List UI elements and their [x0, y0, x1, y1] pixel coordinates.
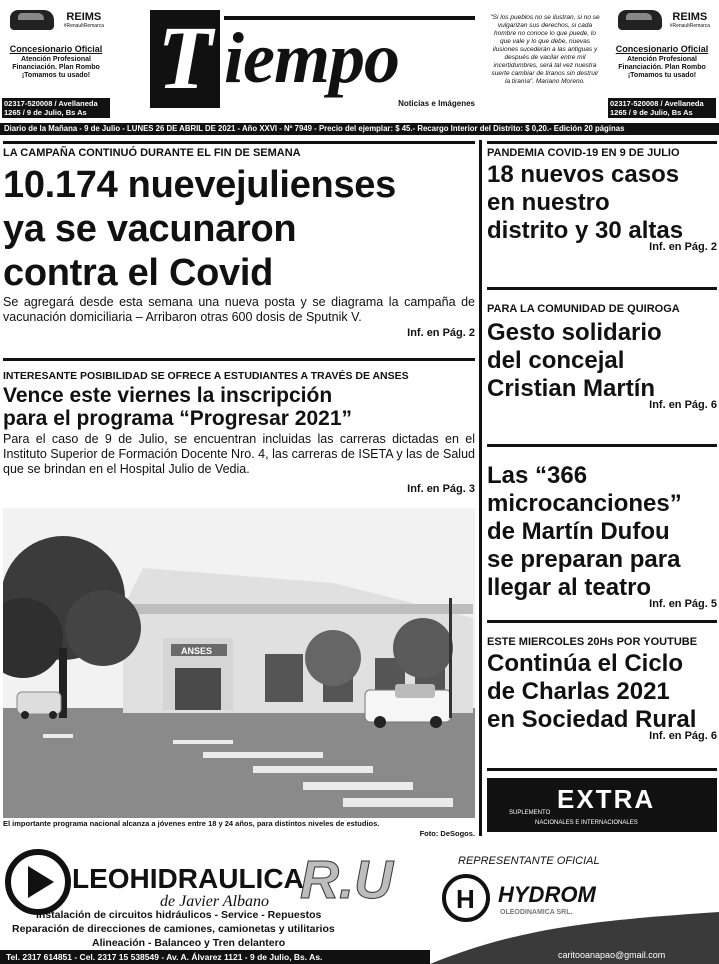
ad-background: [0, 842, 719, 964]
anses-sign: ANSES: [181, 646, 213, 656]
side-kicker: ESTE MIERCOLES 20Hs POR YOUTUBE: [487, 636, 698, 648]
photo-credit: Foto: DeSogos.: [419, 829, 475, 838]
ad-contact: 02317-520008 / Avellaneda 1265 / 9 de Julio, Bs As: [2, 98, 110, 118]
ad-service-3: Alineación - Balanceo y Tren delantero: [92, 937, 286, 949]
rule: [487, 768, 717, 771]
side-headline: Gesto solidario del concejal Cristian Martín: [487, 319, 662, 402]
main-kicker: LA CAMPAÑA CONTINUÓ DURANTE EL FIN DE SEMANA: [3, 147, 301, 159]
rule: [487, 620, 717, 623]
second-ref[interactable]: Inf. en Pág. 3: [407, 483, 475, 495]
side-kicker: PANDEMIA COVID-19 EN 9 DE JULIO: [487, 147, 680, 159]
masthead-logo: [150, 10, 475, 110]
car-icon: [10, 10, 54, 30]
ad-heading: Concesionario Oficial: [615, 44, 709, 54]
main-body: Se agregará desde esta semana una nueva posta y se diagrama la campaña de vacunación domiciliaria – Arribaron otras 600 dosis de Sputnik V.: [3, 295, 475, 324]
reims-logo: REIMS #RenaultRemarca: [63, 11, 104, 29]
main-ref[interactable]: Inf. en Pág. 2: [407, 327, 475, 339]
main-story[interactable]: [3, 141, 475, 339]
ad-lines: Atención Profesional Financiación. Plan Rombo ¡Tomamos tu usado!: [12, 56, 100, 79]
extra-sup: SUPLEMENTO: [509, 810, 551, 816]
main-headline: 10.174 nuevejulienses ya se vacunaron contra el Covid: [3, 164, 396, 294]
ad-contact: 02317-520008 / Avellaneda 1265 / 9 de Julio, Bs As: [608, 98, 716, 118]
second-story[interactable]: [3, 358, 475, 495]
extra-supplement-box[interactable]: [487, 778, 717, 832]
side-story-4[interactable]: [487, 620, 717, 742]
rule: [3, 141, 475, 144]
second-headline: Vence este viernes la inscripción para el programa “Progresar 2021”: [3, 384, 353, 430]
side-headline: Continúa el Ciclo de Charlas 2021 en Sociedad Rural: [487, 650, 697, 733]
header-ad-right[interactable]: [608, 6, 716, 118]
extra-title: EXTRA: [557, 784, 656, 814]
side-ref[interactable]: Inf. en Pág. 2: [649, 241, 717, 253]
ad-contact-line: Tel. 2317 614851 - Cel. 2317 15 538549 - Av. A. Álvarez 1121 - 9 de Julio, Bs. As.: [6, 952, 323, 962]
bottom-ad[interactable]: [0, 842, 719, 964]
dateline-bar: Diario de la Mañana - 9 de Julio - LUNES 26 DE ABRIL DE 2021 - Año XXVI - Nº 7949 - Precio del ejemplar: $ 45.- Recargo Interior del Distrito: $ 0,20.- Edición 20 páginas: [0, 123, 719, 135]
ad-representative: REPRESENTANTE OFICIAL: [458, 855, 600, 867]
ad-partner: HYDROM: [498, 882, 596, 907]
ad-brand-accent: R.U: [300, 850, 393, 910]
ad-brand: LEOHIDRAULICA: [72, 863, 304, 894]
side-story-2[interactable]: [487, 287, 717, 411]
street-scene: [3, 508, 475, 818]
side-ref[interactable]: Inf. en Pág. 6: [649, 399, 717, 411]
second-kicker: INTERESANTE POSIBILIDAD SE OFRECE A ESTUDIANTES A TRAVÉS DE ANSES: [3, 370, 409, 382]
logo-text: iempo: [224, 18, 399, 98]
hydrom-icon: H: [456, 884, 475, 914]
side-headline: 18 nuevos casos en nuestro distrito y 30 altas: [487, 161, 684, 244]
side-ref[interactable]: Inf. en Pág. 5: [649, 598, 717, 610]
ad-heading: Concesionario Oficial: [9, 44, 103, 54]
rule: [487, 287, 717, 290]
column-divider: [479, 140, 482, 836]
logo-subtitle: Noticias e Imágenes: [398, 99, 475, 108]
side-story-3[interactable]: [487, 444, 717, 610]
side-kicker: PARA LA COMUNIDAD DE QUIROGA: [487, 303, 680, 315]
ad-email: caritooanapao@gmail.com: [558, 950, 666, 960]
anses-photo: [3, 508, 475, 818]
rule: [487, 141, 717, 144]
rule: [3, 358, 475, 361]
masthead-quote: "Si los pueblos no se ilustran, si no se vulgarizan sus derechos, si cada hombre no conoce lo que puede, lo que vale y lo que debe, nuevas ilusiones sucederán a las antiguas y después de vacilar entre mil incertidumbres, será tal vez nuestra suerte cambiar de tiranos sin destruir la tiranía". Mariano Moreno.: [490, 14, 600, 85]
logo-initial: T: [150, 10, 220, 108]
car-icon: [618, 10, 662, 30]
ad-service-2: Reparación de direcciones de camiones, camionetas y utilitarios: [12, 923, 335, 935]
header-ad-left[interactable]: [2, 6, 110, 118]
ad-owner: de Javier Albano: [160, 893, 270, 910]
ad-partner-sub: OLEODINAMICA SRL.: [500, 909, 573, 916]
side-ref[interactable]: Inf. en Pág. 6: [649, 730, 717, 742]
side-headline: Las “366 microcanciones” de Martín Dufou se preparan para llegar al teatro: [487, 462, 682, 601]
reims-logo: REIMS #RenaultRemarca: [669, 11, 710, 29]
extra-sub: NACIONALES E INTERNACIONALES: [535, 820, 638, 826]
ad-lines: Atención Profesional Financiación. Plan Rombo ¡Tomamos tu usado!: [618, 56, 706, 79]
side-story-1[interactable]: [487, 141, 717, 253]
ad-service-1: Instalación de circuitos hidráulicos - Service - Repuestos: [36, 909, 322, 921]
second-body: Para el caso de 9 de Julio, se encuentran incluidas las carreras dictadas en el Instituto Superior de Formación Docente Nro. 4, las carreras de ISETA y las de Salud que se brindan en el Hospital Julio de Vedia.: [3, 432, 475, 476]
rule: [487, 444, 717, 447]
photo-caption: El importante programa nacional alcanza a jóvenes entre 18 y 24 años, para distintos niveles de estudios.: [3, 819, 380, 828]
